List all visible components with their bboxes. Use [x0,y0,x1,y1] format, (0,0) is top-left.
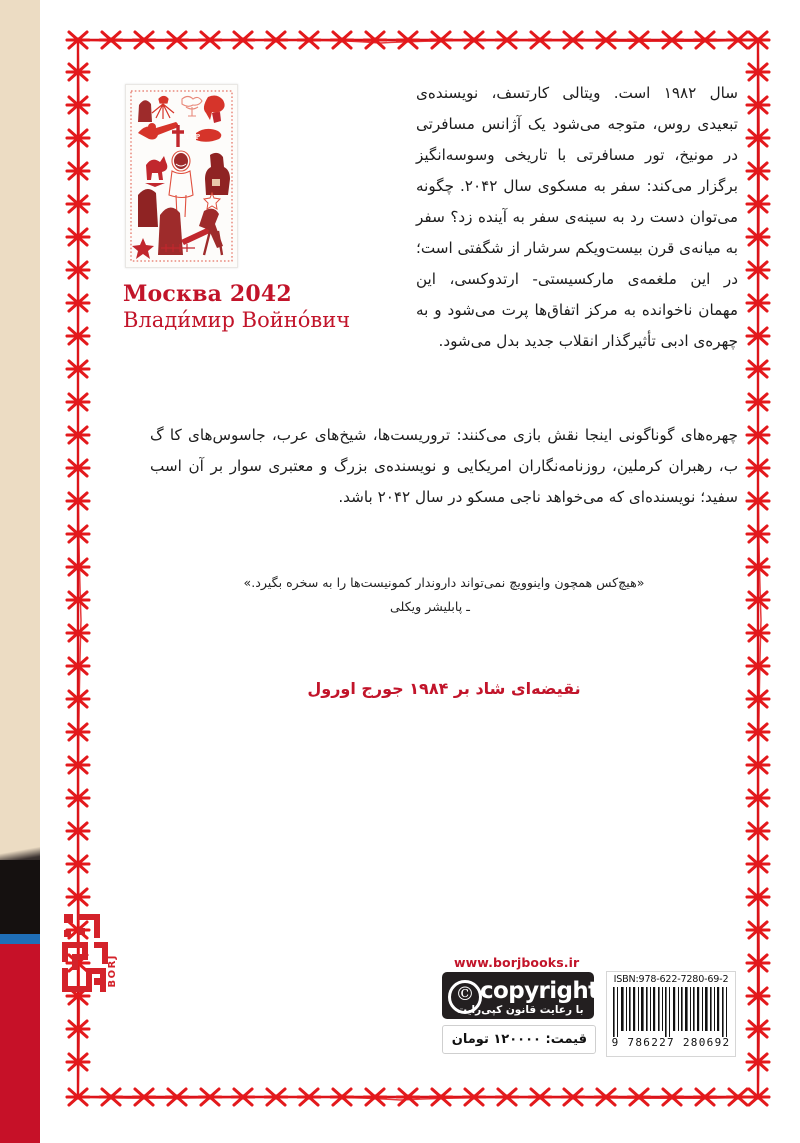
barcode-digits: 9 786227 280692 [611,1036,731,1049]
book-photo-left-edge [0,0,40,1143]
copyright-note-fa: با رعایت قانون کپی‌رایت [456,1004,584,1016]
tagline: نقیضه‌ای شاد بر ۱۹۸۴ جورج اورول [307,679,581,698]
back-cover [40,0,800,1143]
blurb-paragraph-2: چهره‌های گوناگونی اینجا نقش بازی می‌کنند: تروریست‌ها، شیخ‌های عرب، جاسوس‌های کا گ ب، رهبران کرملین، روزنامه‌نگاران امریکایی و نویسنده‌ی بزرگ و معتبری سوار بر آن اسب سفید؛ نویسنده‌ای که می‌خواهد ناجی مسکو در سال ۲۰۴۲ باشد. [150,426,738,506]
pull-quote [150,572,738,618]
copyright-symbol-icon: © [448,980,482,1014]
russian-title-block [123,282,423,333]
footer-cluster [420,955,740,1070]
borj-publisher-logo[interactable] [60,908,122,1000]
pull-quote-text: «هیچ‌کس همچون واینوویچ نمی‌تواند داروندار کمونیست‌ها را به سخره بگیرد.» [243,575,645,590]
price-text: قیمت: ۱۲۰۰۰۰ تومان [451,1032,587,1047]
russian-author: Влади́мир Войно́вич [123,307,351,332]
borj-logo-latin-text: BORJ [107,954,118,988]
pull-quote-source: ـ پابلیشر ویکلی [390,599,470,614]
edge-band-black [0,860,40,938]
isbn-barcode-box [606,971,736,1057]
copyright-word: copyright [480,978,599,1004]
russian-edition-cover-thumbnail [125,84,238,268]
edge-band-cream [0,0,40,862]
russian-title: Москва 2042 [123,281,292,307]
copyright-badge [442,972,599,1019]
isbn-text: ISBN:978-622-7280-69-2 [613,974,729,985]
blurb-paragraph-1: سال ۱۹۸۲ است. ویتالی کارتسف، نویسنده‌ی تبعیدی روس، متوجه می‌شود یک آژانس مسافرتی در مونیخ، تور مسافرتی با تاریخی وسوسه‌انگیز برگزار می‌کند: سفر به مسکوی سال ۲۰۴۲. چگونه می‌توان دست رد به سینه‌ی سفر به آینده زد؟ سفر به میانه‌ی قرن بیست‌ویکم سرشار از شگفتی است؛ در این ملغمه‌ی مارکسیستی- ارتدوکسی، این مهمان ناخوانده به مرکز اتفاق‌ها پرت می‌شود و به چهره‌ی ادبی تأثیرگذار انقلاب جدید بدل می‌شود. [416,84,738,350]
svg-text:СССР: СССР [181,134,200,141]
ean13-barcode [611,987,731,1037]
edge-band-red [0,944,40,1143]
publisher-website[interactable]: www.borjbooks.ir [454,955,580,970]
price-box [442,1025,596,1054]
